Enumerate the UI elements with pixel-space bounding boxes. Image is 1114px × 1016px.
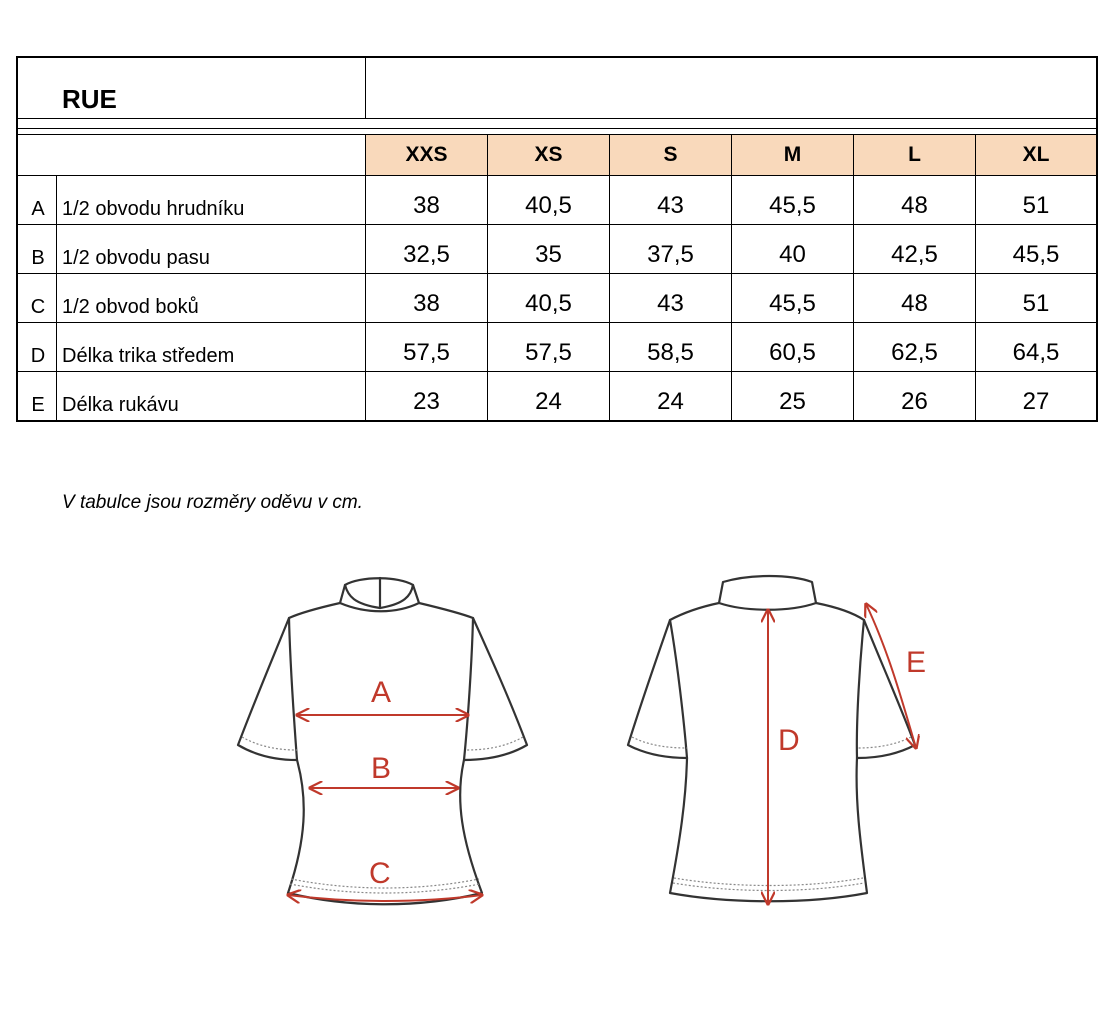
row-label: 1/2 obvod boků [62, 296, 199, 318]
row-letter: C [30, 296, 46, 318]
size-header-l: L [854, 135, 975, 175]
table-cell: 51 [1022, 192, 1050, 219]
table-cell: 24 [657, 388, 684, 415]
size-header-xl: XL [976, 135, 1096, 175]
table-cell: 23 [413, 388, 440, 415]
table-cell: 40,5 [525, 290, 572, 317]
table-cell: 25 [779, 388, 806, 415]
label-b: B [371, 752, 392, 785]
table-cell: 48 [901, 290, 928, 317]
table-cell: 57,5 [525, 339, 572, 366]
size-header-s: S [610, 135, 731, 175]
table-cell: 27 [1022, 388, 1050, 415]
size-header-m: M [732, 135, 853, 175]
table-cell: 37,5 [647, 241, 694, 268]
table-cell: 45,5 [769, 192, 816, 219]
hip-measure-line [288, 895, 482, 901]
size-header-xs: XS [488, 135, 609, 175]
row-label: 1/2 obvodu pasu [62, 247, 210, 269]
row-label: Délka trika středem [62, 345, 235, 367]
table-cell: 42,5 [891, 241, 938, 268]
table-cell: 38 [413, 290, 440, 317]
label-e: E [906, 646, 927, 679]
units-note: V tabulce jsou rozměry oděvu v cm. [62, 492, 363, 513]
label-c: C [369, 857, 391, 890]
table-cell: 60,5 [769, 339, 816, 366]
table-cell: 58,5 [647, 339, 694, 366]
table-cell: 38 [413, 192, 440, 219]
row-letter: A [31, 198, 45, 220]
table-cell: 51 [1022, 290, 1050, 317]
row-label: 1/2 obvodu hrudníku [62, 198, 245, 220]
row-letter: D [30, 345, 46, 367]
measurement-diagram [0, 560, 1114, 920]
table-cell: 45,5 [769, 290, 816, 317]
row-letter: B [31, 247, 45, 269]
label-d: D [778, 724, 800, 757]
table-cell: 64,5 [1012, 339, 1060, 366]
size-header-xxs: XXS [366, 135, 487, 175]
table-cell: 48 [901, 192, 928, 219]
table-cell: 45,5 [1012, 241, 1060, 268]
table-cell: 43 [657, 290, 684, 317]
table-cell: 40 [779, 241, 806, 268]
table-cell: 26 [901, 388, 928, 415]
label-a: A [371, 676, 392, 709]
table-cell: 43 [657, 192, 684, 219]
table-cell: 32,5 [403, 241, 450, 268]
shirt-front-outline [238, 578, 527, 904]
table-cell: 40,5 [525, 192, 572, 219]
table-cell: 62,5 [891, 339, 938, 366]
table-cell: 24 [535, 388, 562, 415]
table-cell: 57,5 [403, 339, 450, 366]
row-label: Délka rukávu [62, 394, 179, 416]
product-title: RUE [62, 84, 117, 114]
table-cell: 35 [535, 241, 562, 268]
shirt-back-outline [628, 576, 915, 901]
row-letter: E [31, 394, 45, 416]
